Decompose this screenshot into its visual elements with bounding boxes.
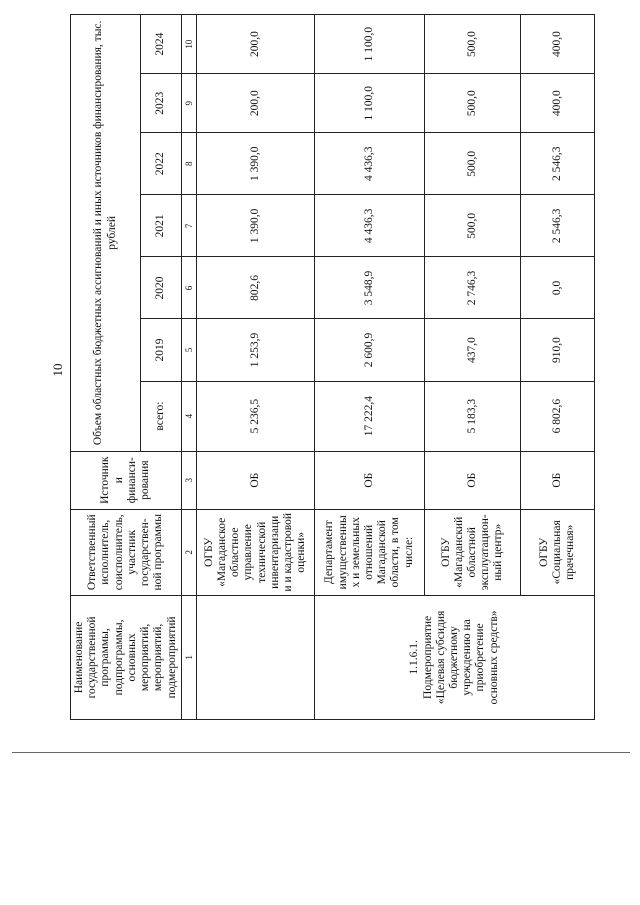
row-name: 1.1.6.1. Подмероприятие «Целевая субсидия бюджетному учреждению на приобретение основных средств»	[315, 595, 595, 719]
row-2019: 2 600,9	[315, 319, 425, 381]
column-number: 9	[181, 74, 196, 133]
row-2023: 500,0	[425, 74, 521, 133]
row-executor: ОГБУ «Магаданское областное управление технической инвентаризации и кадастровой оценки»	[197, 509, 315, 595]
column-number: 3	[181, 451, 196, 509]
header-row-1	[71, 15, 141, 720]
row-2024: 400,0	[521, 15, 595, 74]
header-executor: Ответственный исполнитель, соисполнитель, участник государствен-ной программы	[71, 509, 182, 595]
header-funding-group: Объем областных бюджетных ассигнований и иных источников финансирования, тыс. рублей	[71, 15, 141, 452]
column-number: 7	[181, 195, 196, 257]
header-2020: 2020	[141, 257, 182, 319]
column-number: 4	[181, 381, 196, 451]
row-2024: 1 100,0	[315, 15, 425, 74]
column-number: 5	[181, 319, 196, 381]
row-total: 17 222,4	[315, 381, 425, 451]
horizontal-divider	[12, 752, 630, 753]
column-number: 10	[181, 15, 196, 74]
row-2019: 437,0	[425, 319, 521, 381]
row-2023: 1 100,0	[315, 74, 425, 133]
row-2022: 1 390,0	[197, 133, 315, 195]
row-executor: Департамент имущественных и земельных отношений Магаданской области, в том числе:	[315, 509, 425, 595]
row-total: 6 802,6	[521, 381, 595, 451]
row-2022: 2 546,3	[521, 133, 595, 195]
header-2024: 2024	[141, 15, 182, 74]
table-row	[197, 15, 315, 720]
header-name: Наименование государственной программы, подпрограммы, основных мероприятий, мероприятий, подмероприятий	[71, 595, 182, 719]
row-source: ОБ	[315, 451, 425, 509]
row-2024: 500,0	[425, 15, 521, 74]
row-2024: 200,0	[197, 15, 315, 74]
header-source: Источники финанси-рования	[71, 451, 182, 509]
row-2022: 4 436,3	[315, 133, 425, 195]
row-executor: ОГБУ «Магаданский областной эксплуатацион-ный центр»	[425, 509, 521, 595]
column-number: 6	[181, 257, 196, 319]
row-2021: 500,0	[425, 195, 521, 257]
rotated-table-container	[60, 12, 635, 720]
column-number: 8	[181, 133, 196, 195]
row-name	[197, 595, 315, 719]
row-2020: 0,0	[521, 257, 595, 319]
column-number: 2	[181, 509, 196, 595]
table-row	[315, 15, 425, 720]
header-2023: 2023	[141, 74, 182, 133]
header-2022: 2022	[141, 133, 182, 195]
row-source: ОБ	[197, 451, 315, 509]
row-2019: 910,0	[521, 319, 595, 381]
row-2020: 2 746,3	[425, 257, 521, 319]
header-2021: 2021	[141, 195, 182, 257]
row-2022: 500,0	[425, 133, 521, 195]
row-2023: 200,0	[197, 74, 315, 133]
column-number-row	[181, 15, 196, 720]
page-number: 10	[50, 363, 65, 377]
row-2020: 802,6	[197, 257, 315, 319]
row-source: ОБ	[425, 451, 521, 509]
funding-table	[70, 14, 595, 720]
row-2019: 1 253,9	[197, 319, 315, 381]
column-number: 1	[181, 595, 196, 719]
row-2023: 400,0	[521, 74, 595, 133]
row-2021: 2 546,3	[521, 195, 595, 257]
row-2021: 4 436,3	[315, 195, 425, 257]
row-total: 5 236,5	[197, 381, 315, 451]
header-2019: 2019	[141, 319, 182, 381]
row-total: 5 183,3	[425, 381, 521, 451]
row-source: ОБ	[521, 451, 595, 509]
row-2021: 1 390,0	[197, 195, 315, 257]
row-executor: ОГБУ «Социальная прачечная»	[521, 509, 595, 595]
rotated-table-viewport	[60, 12, 635, 720]
header-total: всего:	[141, 381, 182, 451]
row-2020: 3 548,9	[315, 257, 425, 319]
